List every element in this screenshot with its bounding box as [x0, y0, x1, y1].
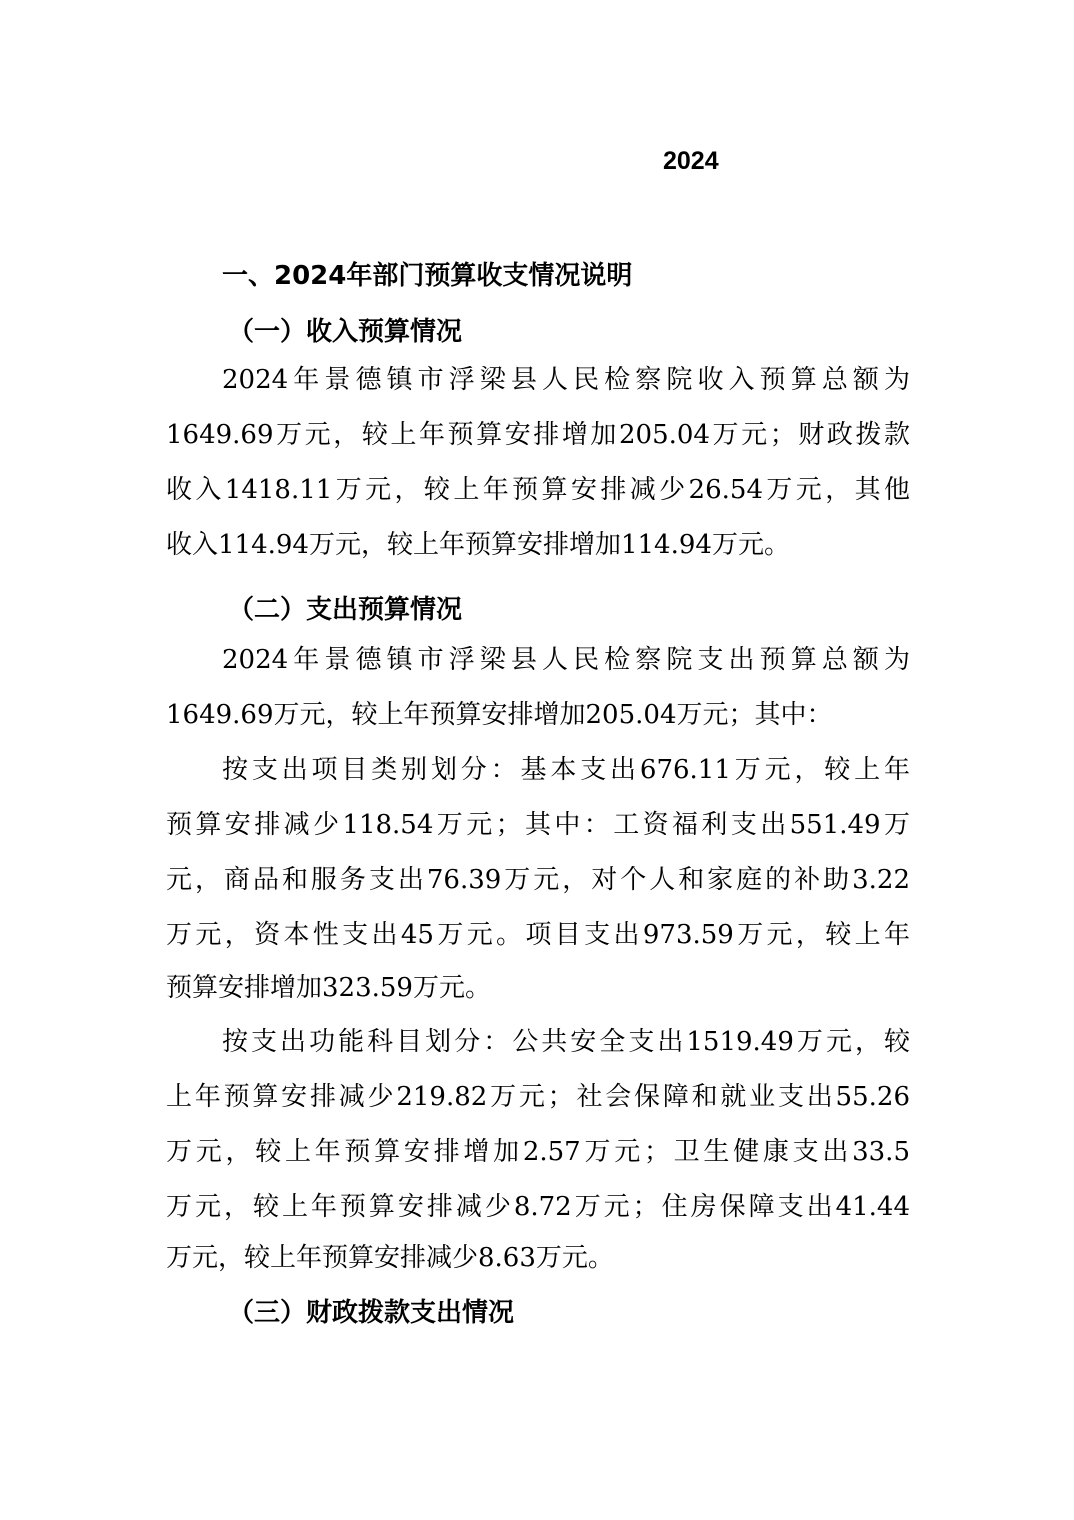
- paragraph-line: 元，商品和服务支出76.39万元，对个人和家庭的补助3.22: [166, 865, 910, 895]
- paragraph-line: 上年预算安排减少219.82万元；社会保障和就业支出55.26: [166, 1082, 910, 1112]
- paragraph-line: 2024年景德镇市浮梁县人民检察院收入预算总额为: [222, 365, 910, 395]
- paragraph-line: 万元，资本性支出45万元。项目支出973.59万元，较上年: [166, 920, 910, 950]
- paragraph-line: 预算安排增加323.59万元。: [166, 973, 491, 1003]
- paragraph-line: 万元，较上年预算安排增加2.57万元；卫生健康支出33.5: [166, 1137, 910, 1167]
- subsection-heading-expense: （二）支出预算情况: [228, 595, 463, 625]
- document-title: 2024: [663, 147, 719, 175]
- paragraph-line: 万元，较上年预算安排减少8.63万元。: [166, 1243, 614, 1273]
- paragraph-line: 2024年景德镇市浮梁县人民检察院支出预算总额为: [222, 645, 910, 675]
- paragraph-line: 预算安排减少118.54万元；其中：工资福利支出551.49万: [166, 810, 910, 840]
- paragraph-line: 按支出项目类别划分：基本支出676.11万元，较上年: [222, 755, 910, 785]
- paragraph-line: 万元，较上年预算安排减少8.72万元；住房保障支出41.44: [166, 1192, 910, 1222]
- paragraph-line: 1649.69万元，较上年预算安排增加205.04万元；财政拨款: [166, 420, 910, 450]
- paragraph-line: 1649.69万元，较上年预算安排增加205.04万元；其中：: [166, 700, 833, 730]
- subsection-heading-fiscal: （三）财政拨款支出情况: [228, 1298, 515, 1328]
- paragraph-line: 收入114.94万元，较上年预算安排增加114.94万元。: [166, 530, 790, 560]
- paragraph-line: 收入1418.11万元，较上年预算安排减少26.54万元，其他: [166, 475, 910, 505]
- paragraph-line: 按支出功能科目划分：公共安全支出1519.49万元，较: [222, 1027, 910, 1057]
- section-heading: 一、2024年部门预算收支情况说明: [222, 261, 633, 291]
- subsection-heading-income: （一）收入预算情况: [228, 317, 463, 347]
